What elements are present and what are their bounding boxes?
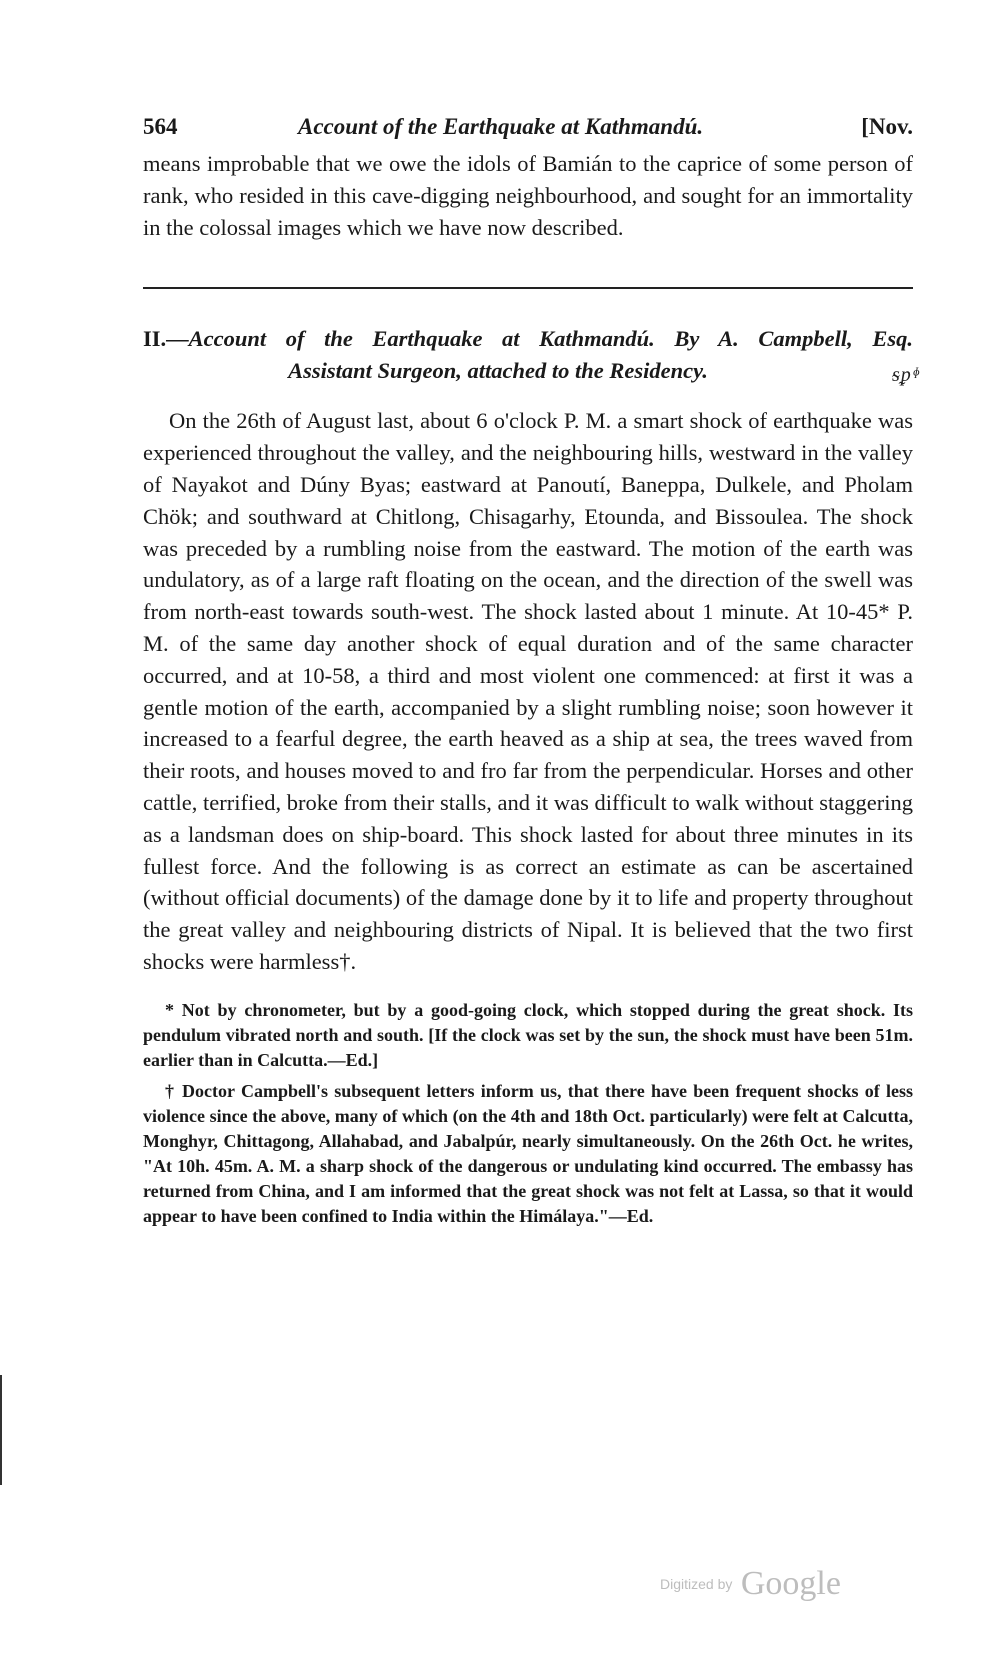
book-page — [143, 100, 919, 1235]
digitization-watermark — [660, 1565, 841, 1603]
article-body — [143, 405, 913, 977]
footnote-asterisk: * Not by chronometer, but by a good-going clock, which stopped during the great shock. Its pendulum vibrated north and south. [If the clock was set by the sun, the shock must have been 51m. earlier than in Calcutta.—Ed.] — [143, 999, 913, 1070]
running-month: [Nov. — [861, 114, 913, 139]
body-paragraph: On the 26th of August last, about 6 o'clock P. M. a smart shock of earthquake was experienced throughout the valley, and the neighbouring hills, westward in the valley of Nayakot and Dúny Byas; eastward at Panoutí, Baneppa, Dulkele, and Pholam Chök; and southward at Chitlong, Chisagarhy, Etounda, and Bissoulea. The shock was preceded by a rumbling noise from the eastward. The motion of the earth was undulatory, as of a large raft floating on the ocean, and the direction of the swell was from north-east towards south-west. The shock lasted about 1 minute. At 10-45* P. M. of the same day another shock of equal duration and of the same character occurred, and at 10-58, a third and most violent one commenced: at first it was a gentle motion of the earth, accompanied by a slight rumbling noise; soon however it increased to a fearful degree, the earth heaved as a ship at sea, the trees waved from their roots, and houses moved to and fro far from the perpendicular. Horses and other cattle, terrified, broke from their stalls, and it was difficult to walk without staggering as a landsman does on ship-board. This shock lasted for about three minutes in its fullest force. And the following is as correct an estimate as can be ascertained (without official documents) of the damage done by it to life and property throughout the great valley and neighbouring districts of Nipal. It is believed that the two first shocks were harmless†. — [143, 408, 913, 974]
section-divider — [143, 287, 913, 289]
handwritten-margin-note: ᵴᵱᶲ — [892, 364, 919, 387]
article-title: Account of the Earthquake at Kathmandú. — [188, 326, 655, 352]
article-heading — [143, 323, 919, 387]
running-head — [143, 100, 913, 140]
scan-edge-mark — [0, 1375, 2, 1485]
page-number: 564 — [143, 114, 178, 139]
watermark-brand: Google — [740, 1565, 841, 1602]
article-affiliation-line — [143, 355, 919, 387]
article-affiliation: Assistant Surgeon, attached to the Residency. — [288, 358, 708, 384]
article-byline: By A. Campbell, Esq. — [674, 326, 913, 352]
article-title-line — [143, 323, 913, 355]
article-number: II.— — [143, 326, 189, 352]
running-title: Account of the Earthquake at Kathmandú. — [298, 114, 704, 139]
footnote-dagger: † Doctor Campbell's subsequent letters inform us, that there have been frequent shocks of less violence since the above, many of which (on the 4th and 18th Oct. particularly) were felt at Calcutta, Monghyr, Chittagong, Allahabad, and Jabalpúr, nearly simultaneously. On the 26th Oct. he writes, "At 10h. 45m. A. M. a sharp shock of the dangerous or undulating kind occurred. The embassy has returned from China, and I am informed that the great shock was not felt at Lassa, so that it would appear to have been confined to India within the Himálaya."—Ed. — [143, 1080, 913, 1226]
watermark-prefix: Digitized by — [660, 1576, 733, 1592]
footnotes — [143, 998, 913, 1229]
continuation-paragraph: means improbable that we owe the idols of Bamián to the caprice of some person of rank, who resided in this cave-digging neighbourhood, and sought for an immortality in the colossal images which we have now described. — [143, 151, 913, 240]
